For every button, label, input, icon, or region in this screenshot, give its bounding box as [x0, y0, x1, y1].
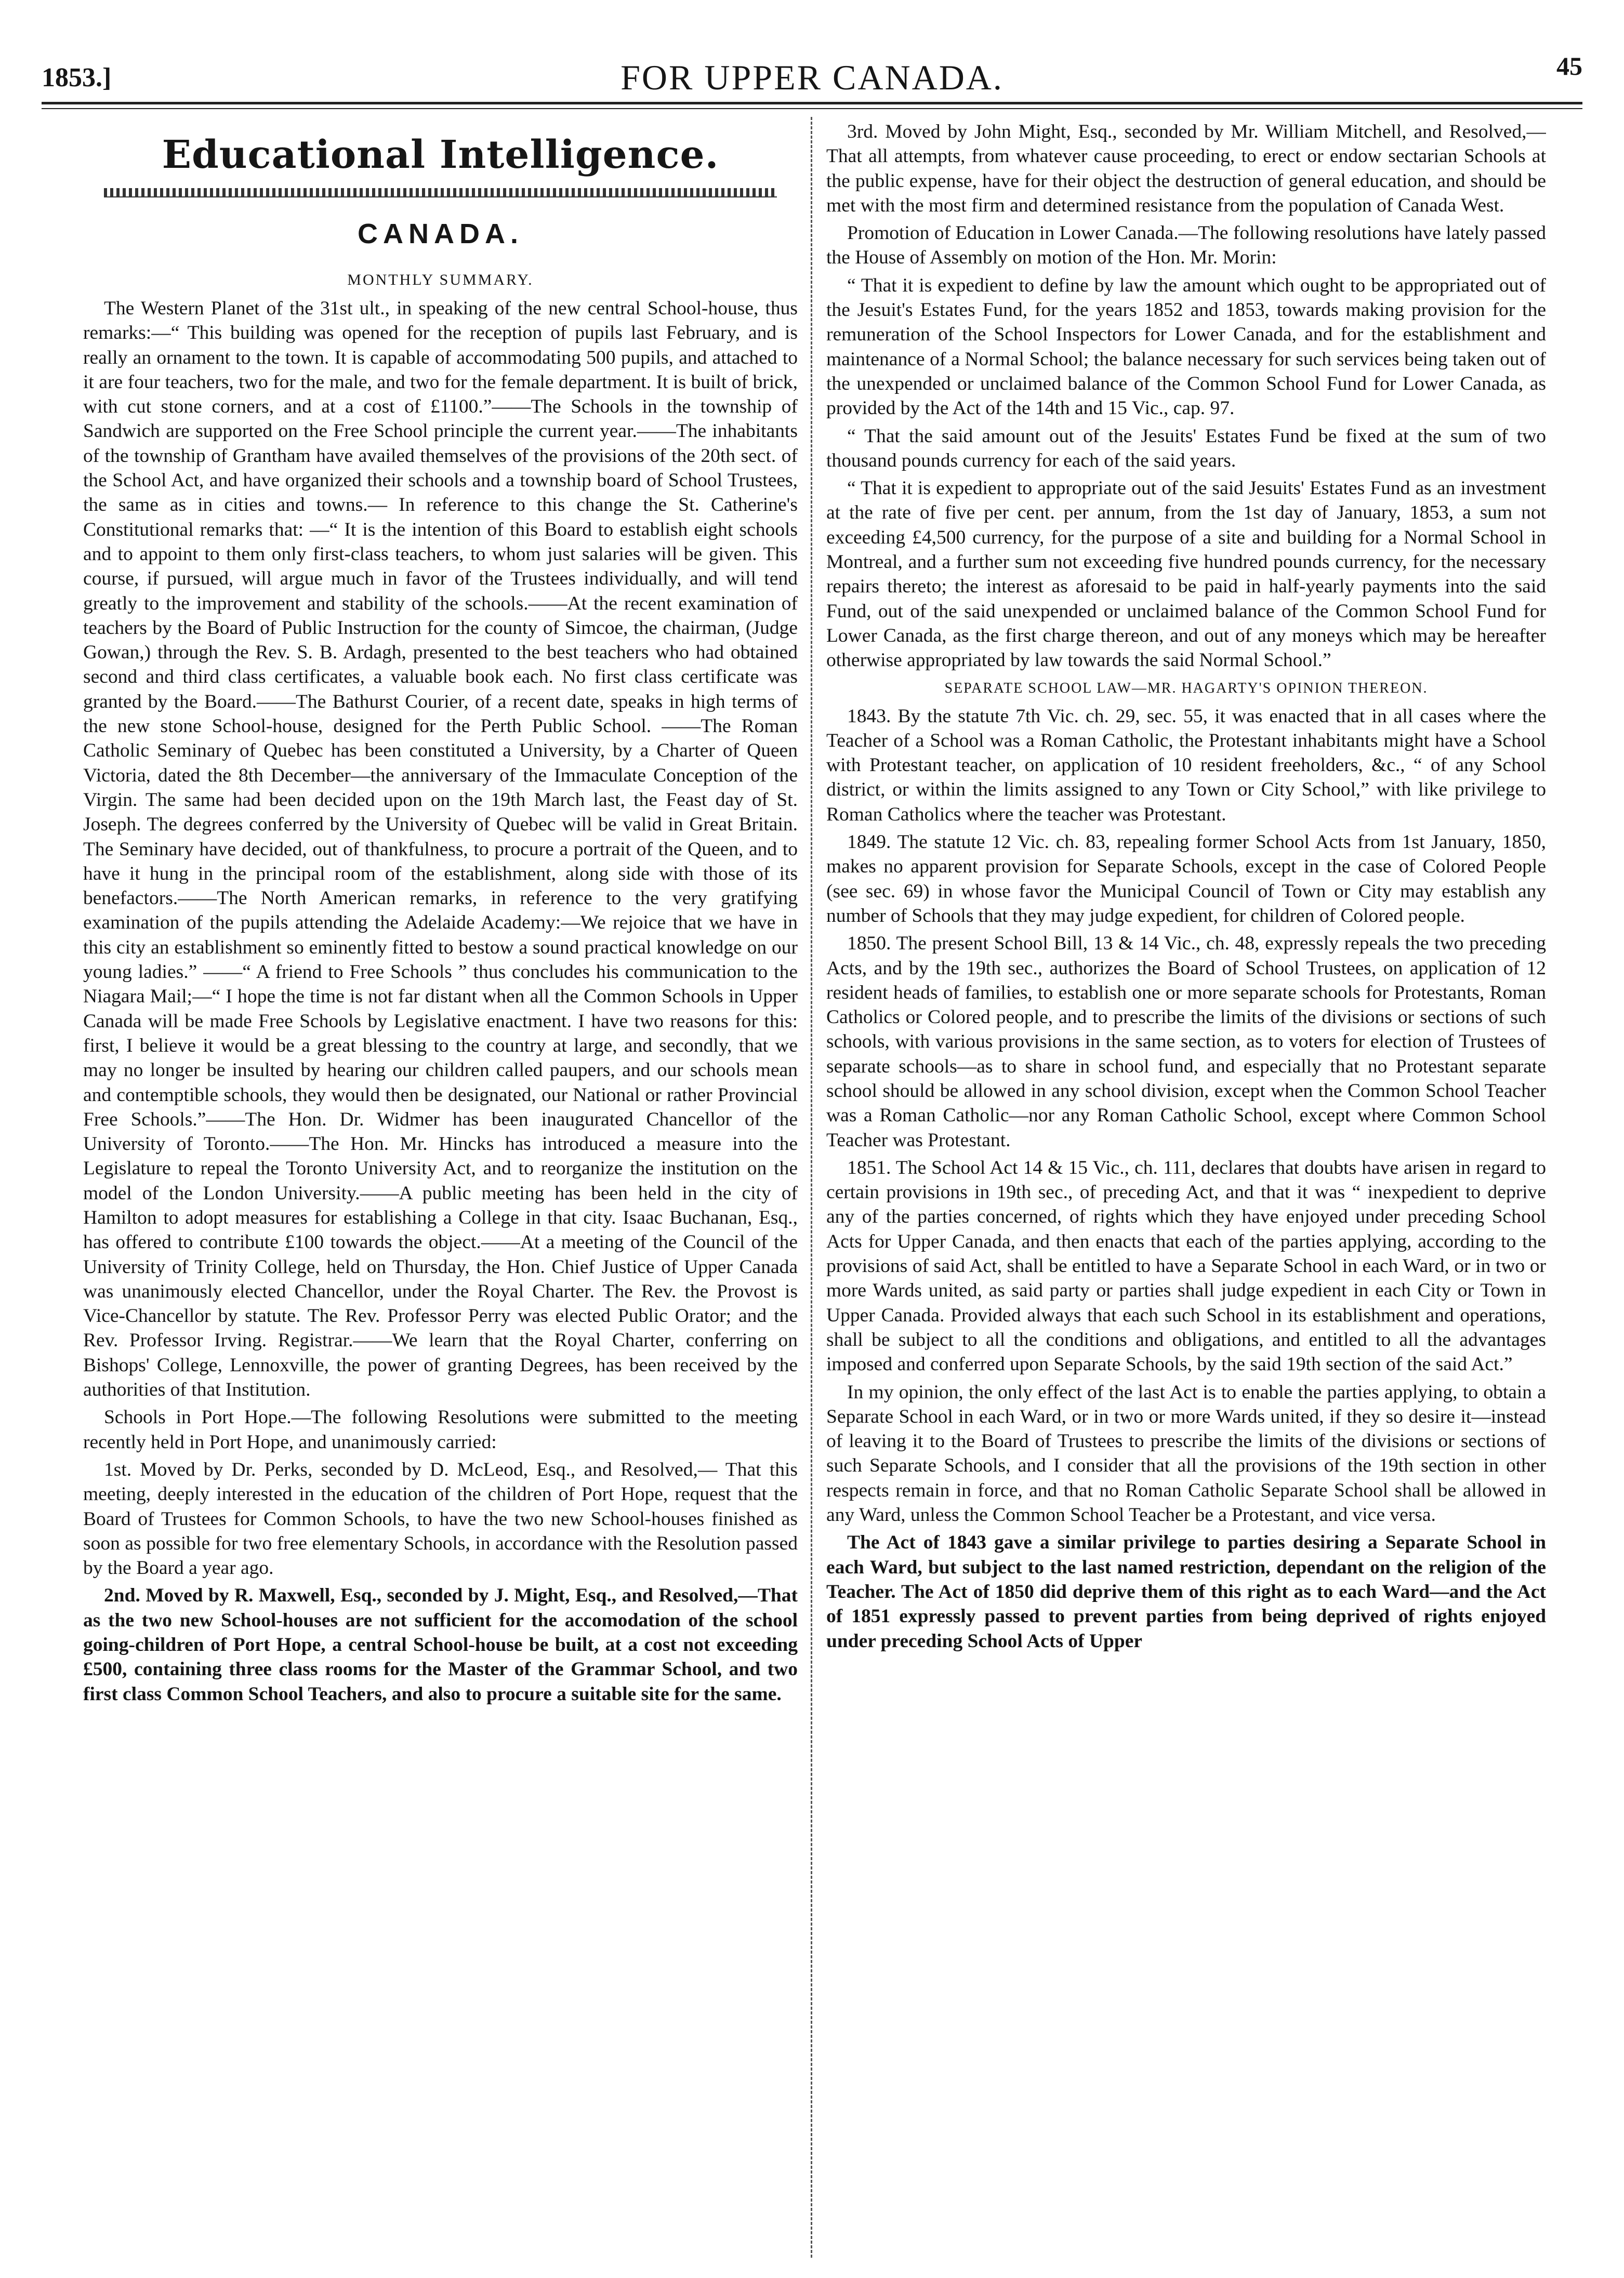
article-paragraph: 1849. The statute 12 Vic. ch. 83, repealing former School Acts from 1st January, 1850, makes no apparent provision for Separate Schools, except in the case of Colored People (see sec. 69) in whose favor the Municipal Council of Town or City may establish any number of Schools that they may judge expedient, for children of Colored people. — [826, 831, 1546, 926]
article-paragraph: Promotion of Education in Lower Canada.—The following resolutions have lately passed the House of Assembly on motion of the Hon. Mr. Morin: — [826, 222, 1546, 269]
header-rule-thin — [42, 108, 1582, 109]
article-paragraph: 3rd. Moved by John Might, Esq., seconded by Mr. William Mitchell, and Resolved,—That all attempts, from whatever cause proceeding, to erect or endow sectarian Schools at the public expense, have for their object the destruction of general education, and should be met with the most firm and determined resistance from the population of Canada West. — [826, 121, 1546, 216]
section-title: Educational Intelligence. — [162, 133, 719, 177]
article-paragraph: Schools in Port Hope.—The following Resolutions were submitted to the meeting recently held in Port Hope, and unanimously carried: — [83, 1407, 798, 1453]
column-divider — [811, 117, 812, 2258]
article-paragraph: “ That it is expedient to define by law the amount which ought to be appropriated out of the Jesuit's Estates Fund, for the years 1852 and 1853, towards making provision for the remuneration of the School Inspectors for Lower Canada, and for the establishment and maintenance of a Normal School; the balance necessary for such services being taken out of the unexpended or unclaimed balance of the Common School Fund for Lower Canada, as provided by the Act of the 14th and 15 Vic., cap. 97. — [826, 274, 1546, 419]
article-paragraph: 1843. By the statute 7th Vic. ch. 29, sec. 55, it was enacted that in all cases where the Teacher of a School was a Roman Catholic, the Protestant inhabitants might have a School with Protestant teacher, on application of 10 resident freeholders, &c., “ of any School district, or within the limits assigned to any Town or City School,” with like privilege to Roman Catholics where the teacher was Protestant. — [826, 705, 1546, 825]
article-paragraph: 1850. The present School Bill, 13 & 14 Vic., ch. 48, expressly repeals the two preceding Acts, and by the 19th sec., authorizes the Board of School Trustees, on application of 12 resident heads of families, to establish one or more separate schools for Protestants, Roman Catholics or Colored people, and to prescribe the limits of the divisions or sections of such schools, with various provisions in the same section, as to voters for election of Trustees of separate schools—as to share in school fund, and especially that no Protestant separate school should be allowed in any school division, except when the Common School Teacher was a Roman Catholic—nor any Roman Catholic School, except where Common School Teacher was Protestant. — [826, 933, 1546, 1151]
header-title: FOR UPPER CANADA. — [620, 58, 1004, 97]
article-paragraph: The Act of 1843 gave a similar privilege to parties desiring a Separate School in each Ward, but subject to the last named restriction, dependant on the religion of the Teacher. The Act of 1850 did deprive them of this right as to each Ward—and the Act of 1851 expressly passed to prevent parties from being deprived of rights enjoyed under preceding School Acts of Upper — [826, 1532, 1546, 1652]
page-number: 45 — [1556, 51, 1582, 81]
right-column — [826, 120, 1546, 2255]
page-header — [42, 30, 1582, 103]
header-year: 1853.] — [42, 63, 112, 92]
article-paragraph: The Western Planet of the 31st ult., in speaking of the new central School-house, thus remarks:—“ This building was opened for the reception of pupils last February, and is really an ornament to the town. It is capable of accommodating 500 pupils, and attached to it are four teachers, two for the male, and two for the female department. It is built of brick, with cut stone corners, and at a cost of £1100.”——The Schools in the township of Sandwich are supported on the Free School principle the current year.——The inhabitants of the township of Grantham have availed themselves of the provisions of the 20th sect. of the School Act, and have organized their schools and a township board of School Trustees, the same as in cities and towns.— In reference to this change the St. Catherine's Constitutional remarks that: —“ It is the intention of this Board to establish eight schools and to appoint to them only first-class teachers, to whom just salaries will be given. This course, if pursued, will argue much in favor of the Trustees individually, and will tend greatly to the improvement and stability of the schools.——At the recent examination of teachers by the Board of Public Instruction for the county of Simcoe, the chairman, (Judge Gowan,) through the Rev. S. B. Ardagh, presented to the best teachers who had obtained second and third class certificates, a valuable book each. No first class certificate was granted by the Board.——The Bathurst Courier, of a recent date, speaks in high terms of the new stone School-house, designed for the Perth Public School. ——The Roman Catholic Seminary of Quebec has been constituted a University, by a Charter of Queen Victoria, dated the 8th December—the anniversary of the Immaculate Conception of the Virgin. The same had been decided upon on the 19th March last, the Feast day of St. Joseph. The degrees conferred by the University of Quebec will be valid in Great Britain. The Seminary have decided, out of thankfulness, to procure a portrait of the Queen, and to have it hung in the principal room of the establishment, along side with those of its benefactors.——The North American remarks, in reference to the very gratifying examination of the pupils attending the Adelaide Academy:—We rejoice that we have in this city an establishment so eminently fitted to bestow a sound practical knowledge on our young ladies.” ——“ A friend to Free Schools ” thus concludes his communication to the Niagara Mail;—“ I hope the time is not far distant when all the Common Schools in Upper Canada will be made Free Schools by Legislative enactment. I have two reasons for this: first, I believe it would be a great blessing to the country at large, and secondly, that we may no longer be insulted by hearing our children called paupers, and our schools mean and contemptible schools, they would then be designated, our National or rather Provincial Free Schools.”——The Hon. Dr. Widmer has been inaugurated Chancellor of the University of Toronto.——The Hon. Mr. Hincks has introduced a measure into the Legislature to repeal the Toronto University Act, and to reorganize the institution on the model of the London University.——A public meeting has been held in the city of Hamilton to adopt measures for establishing a College in that city. Isaac Buchanan, Esq., has offered to contribute £100 towards the object.——At a meeting of the Council of the University of Trinity College, held on Thursday, the Hon. Chief Justice of Upper Canada was unanimously elected Chancellor, under the Royal Charter. The Rev. the Provost is Vice-Chancellor by statute. The Rev. Professor Perry was elected Public Orator; and the Rev. Professor Irving. Registrar.——We learn that the Royal Charter, conferring on Bishops' College, Lennoxville, the power of granting Degrees, has been received by the authorities of that Institution. — [83, 298, 798, 1401]
article-paragraph: “ That it is expedient to appropriate out of the said Jesuits' Estates Fund as an investment at the rate of five per cent. per annum, from the 1st day of January, 1853, a sum not exceeding £4,500 currency, for the purpose of a site and building for a Normal School in Montreal, and a further sum not exceeding five hundred pounds currency, for the necessary repairs thereto; the interest as aforesaid to be paid in half-yearly payments into the said Fund, out of the said unexpended or unclaimed balance of the Common School Fund for Lower Canada, as the first charge thereon, and out of any moneys which may be hereafter otherwise appropriated by law towards the said Normal School.” — [826, 478, 1546, 671]
wavy-rule — [104, 188, 777, 197]
article-paragraph: 1st. Moved by Dr. Perks, seconded by D. McLeod, Esq., and Resolved,— That this meeting, deeply interested in the education of the children of Port Hope, request that the Board of Trustees for Common Schools, to have the two new School-houses finished as soon as possible for two free elementary Schools, in accordance with the Resolution passed by the Board a year ago. — [83, 1459, 798, 1579]
article-paragraph: 1851. The School Act 14 & 15 Vic., ch. 111, declares that doubts have arisen in regard to certain provisions in 19th sec., of preceding Act, and that it was “ inexpedient to deprive any of the parties concerned, of rights which they have enjoyed under preceding School Acts for Upper Canada, and then enacts that each of the parties applying, according to the provisions of said Act, shall be entitled to have a Separate School in each Ward, or in two or more Wards united, as said party or parties shall judge expedient in each City or Town in Upper Canada. Provided always that each such School in its establishment and operations, shall be subject to all the conditions and obligations, and entitled to all the advantages imposed and conferred upon Separate Schools, by the said 19th section of the said Act.” — [826, 1157, 1546, 1375]
subheading: SEPARATE SCHOOL LAW—MR. HAGARTY'S OPINION THEREON. — [944, 680, 1428, 696]
left-column — [83, 120, 798, 2255]
country-heading: CANADA. — [358, 218, 523, 249]
header-rule — [42, 102, 1582, 104]
article-paragraph: 2nd. Moved by R. Maxwell, Esq., seconded by J. Might, Esq., and Resolved,—That as the two new School-houses are not sufficient for the accomodation of the school going-children of Port Hope, a central School-house be built, at a cost not exceeding £500, containing three class rooms for the Master of the Grammar School, and two first class Common School Teachers, and also to procure a suitable site for the same. — [83, 1585, 798, 1705]
summary-label: MONTHLY SUMMARY. — [347, 271, 534, 288]
article-paragraph: In my opinion, the only effect of the last Act is to enable the parties applying, to obtain a Separate School in each Ward, or in two or more Wards united, if they so desire it—instead of leaving it to the Board of Trustees to prescribe the limits of the divisions or sections of such Separate Schools, and I consider that all the provisions of the 19th section in other respects remain in force, and that no Roman Catholic Separate School shall be allowed in any Ward, unless the Common School Teacher be a Protestant, and vice versa. — [826, 1381, 1546, 1526]
article-paragraph: “ That the said amount out of the Jesuits' Estates Fund be fixed at the sum of two thousand pounds currency for each of the said years. — [826, 425, 1546, 471]
